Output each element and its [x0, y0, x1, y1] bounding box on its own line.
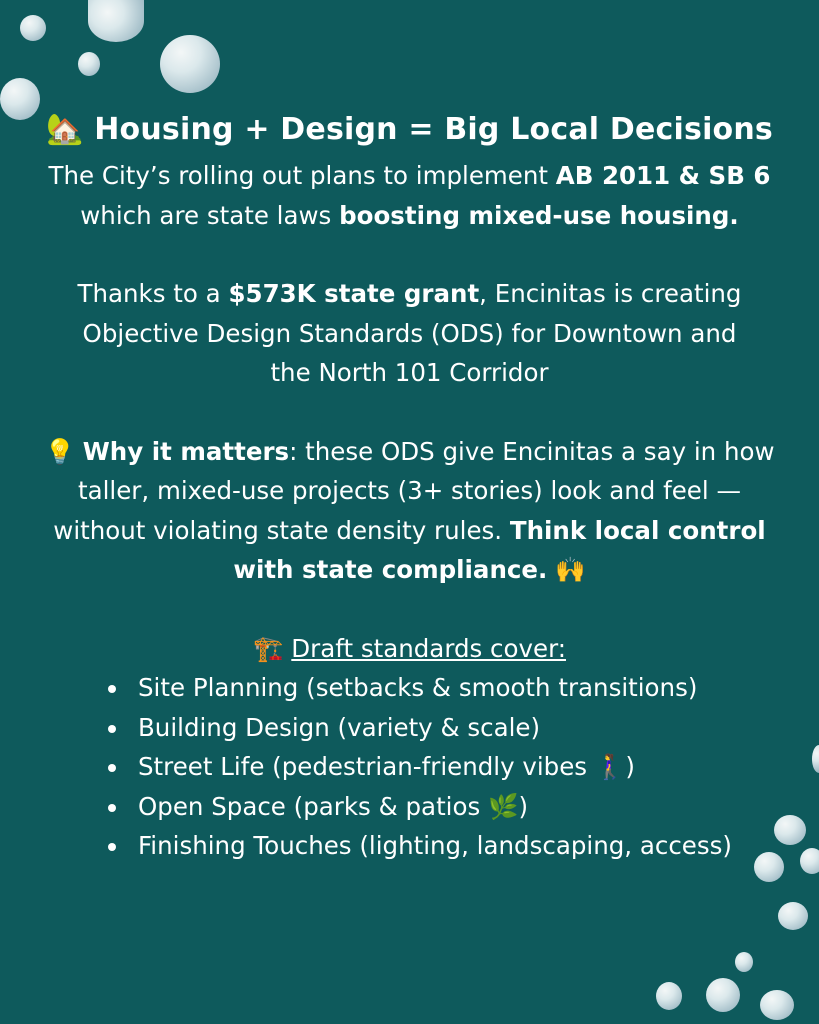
list-item: Site Planning (setbacks & smooth transitions): [100, 668, 779, 708]
list-item: Street Life (pedestrian-friendly vibes 🚶‍♀️): [100, 747, 779, 787]
bubble-decoration: [78, 52, 100, 76]
bubble-decoration: [760, 990, 794, 1020]
grant-text: Thanks to a: [77, 279, 229, 308]
construction-icon: 🏗️: [252, 633, 284, 663]
standards-heading: [40, 629, 779, 669]
why-text: : these ODS give Encinitas a say in how taller, mixed-use projects (3+ stories) look and feel — without violating state density rules.: [53, 436, 775, 545]
page-title: [40, 108, 779, 152]
intro-paragraph: [40, 156, 779, 235]
bubble-decoration: [656, 982, 682, 1010]
why-bold-heading: Why it matters: [82, 436, 290, 466]
bubble-decoration: [0, 78, 40, 120]
grant-bold-amount: $573K state grant: [228, 279, 480, 308]
grant-text-2: , Encinitas is creating Objective Design Standards (ODS) for Downtown and the North 101 Corridor: [82, 279, 742, 387]
why-bold-compliance: Think local control with state compliance.: [233, 515, 766, 584]
bubble-decoration: [706, 978, 740, 1012]
intro-text: The City’s rolling out plans to implement: [48, 161, 556, 190]
list-item: Building Design (variety & scale): [100, 708, 779, 748]
bubble-decoration: [778, 902, 808, 930]
house-icon: 🏡: [46, 112, 84, 147]
lightbulb-icon: 💡: [44, 436, 75, 466]
bubble-decoration: [88, 0, 144, 42]
title-text: Housing + Design = Big Local Decisions: [94, 112, 773, 147]
list-item: Finishing Touches (lighting, landscaping, access): [100, 826, 779, 866]
intro-text-2: which are state laws: [80, 200, 340, 230]
post-content: [40, 108, 779, 866]
raised-hands-icon: 🙌: [555, 555, 586, 584]
bubble-decoration: [20, 15, 46, 41]
intro-bold-housing: boosting mixed-use housing.: [339, 200, 739, 230]
bubble-decoration: [160, 35, 220, 93]
why-paragraph: [40, 432, 779, 590]
bubble-decoration: [735, 952, 753, 972]
intro-bold-laws: AB 2011 & SB 6: [555, 161, 771, 190]
bubble-decoration: [800, 848, 819, 874]
standards-list: [40, 668, 779, 866]
list-item: Open Space (parks & patios 🌿): [100, 787, 779, 827]
bubble-decoration: [812, 745, 819, 773]
grant-paragraph: [40, 274, 779, 393]
standards-heading-text: Draft standards cover:: [291, 633, 566, 663]
